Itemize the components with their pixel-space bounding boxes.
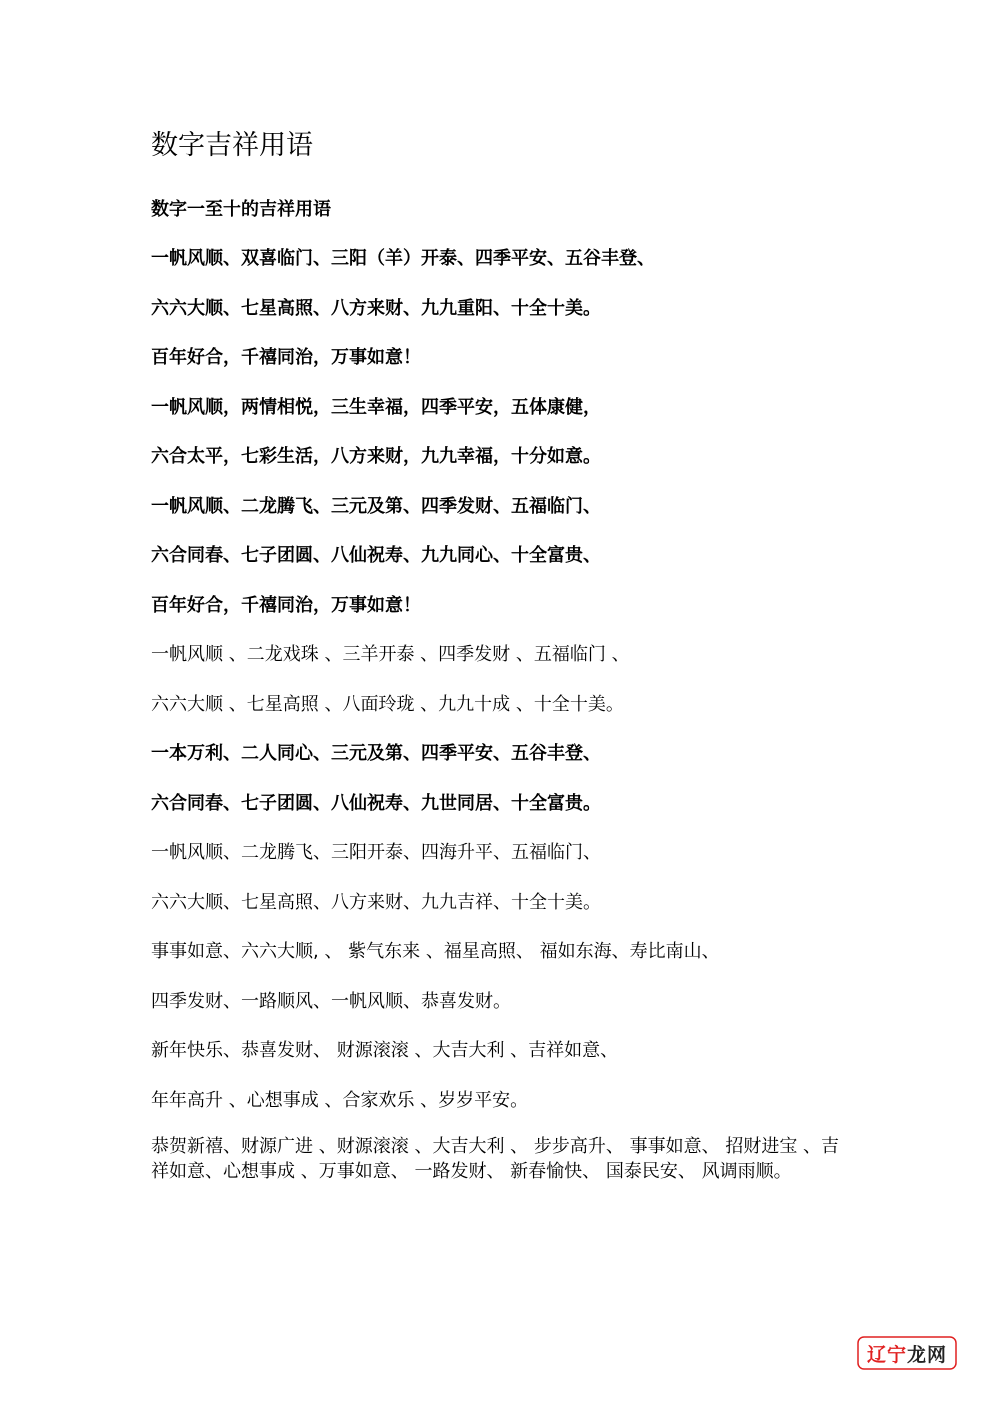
text-line: 一帆风顺、二龙腾飞、三元及第、四季发财、五福临门、 — [151, 496, 601, 517]
text-line: 事事如意、六六大顺, 、 紫气东来 、福星高照、 福如东海、寿比南山、 — [151, 941, 720, 962]
text-line: 一本万利、二人同心、三元及第、四季平安、五谷丰登、 — [151, 743, 601, 764]
text-line: 一帆风顺 、二龙戏珠 、三羊开泰 、四季发财 、五福临门 、 — [151, 644, 630, 665]
text-line: 一帆风顺、双喜临门、三阳（羊）开泰、四季平安、五谷丰登、 — [151, 248, 655, 269]
text-line: 六合同春、七子团圆、八仙祝寿、九世同居、十全富贵。 — [151, 793, 601, 814]
text-line: 四季发财、一路顺风、一帆风顺、恭喜发财。 — [151, 991, 511, 1012]
text-line: 一帆风顺、二龙腾飞、三阳开泰、四海升平、五福临门、 — [151, 842, 601, 863]
text-line: 六六大顺、七星高照、八方来财、九九重阳、十全十美。 — [151, 298, 601, 319]
text-line: 六六大顺 、七星高照 、八面玲珑 、九九十成 、十全十美。 — [151, 694, 624, 715]
document-subtitle: 数字一至十的吉祥用语 — [151, 199, 331, 220]
text-line: 六合太平，七彩生活，八方来财，九九幸福，十分如意。 — [151, 446, 601, 467]
watermark-part-2: 龙网 — [907, 1343, 948, 1366]
closing-paragraph: 恭贺新禧、财源广进 、财源滚滚 、大吉大利 、 步步高升、 事事如意、 招财进宝 、吉祥如意、心想事成 、万事如意、 一路发财、 新春愉快、 国泰民安、 风调雨顺。 — [151, 1136, 840, 1182]
text-line: 百年好合，千禧同治，万事如意！ — [151, 595, 421, 616]
text-line: 六合同春、七子团圆、八仙祝寿、九九同心、十全富贵、 — [151, 545, 601, 566]
text-line: 六六大顺、七星高照、八方来财、九九吉祥、十全十美。 — [151, 892, 601, 913]
site-watermark — [857, 1336, 957, 1370]
text-line: 年年高升 、心想事成 、合家欢乐 、岁岁平安。 — [151, 1090, 529, 1111]
watermark-logo-text — [867, 1340, 947, 1367]
text-line: 百年好合，千禧同治，万事如意！ — [151, 347, 421, 368]
watermark-part-1: 辽宁 — [866, 1343, 907, 1366]
text-line: 一帆风顺，两情相悦，三生幸福，四季平安，五体康健， — [151, 397, 601, 418]
document-title: 数字吉祥用语 — [151, 130, 313, 161]
text-line: 新年快乐、恭喜发财、 财源滚滚 、大吉大利 、吉祥如意、 — [151, 1040, 619, 1061]
